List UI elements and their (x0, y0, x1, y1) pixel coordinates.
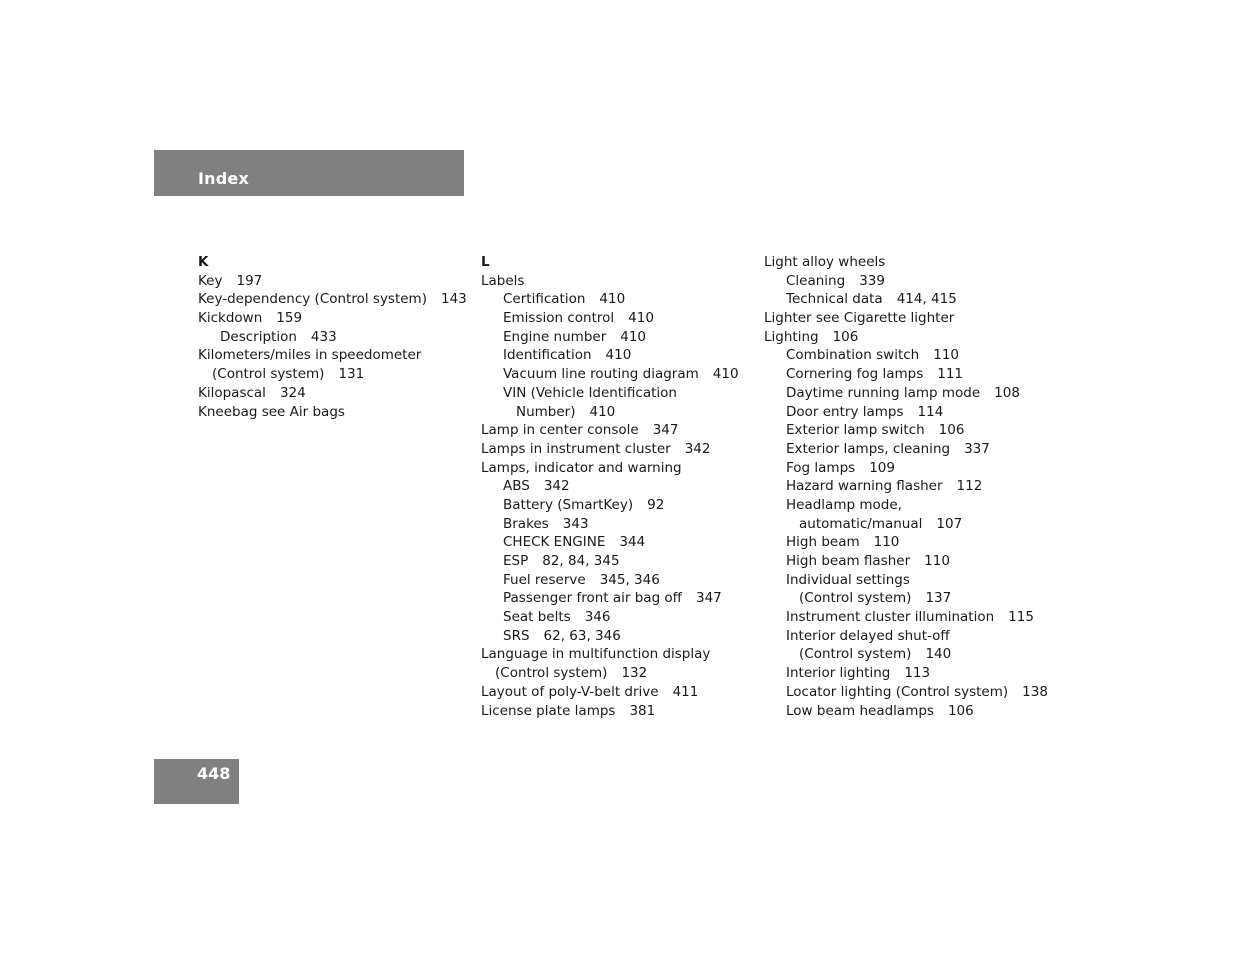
index-entry-term: Exterior lamp switch (786, 422, 925, 439)
index-entry-term: Emission control (503, 310, 615, 327)
index-entry-term: Interior delayed shut-off (786, 627, 950, 644)
index-entry (481, 459, 739, 478)
index-entry-term: SRS (503, 627, 530, 644)
index-entry-page-ref[interactable]: 342 (684, 440, 711, 457)
index-entry-term: Language in multifunction display (481, 646, 711, 663)
index-entry (764, 533, 1048, 552)
index-entry-term: Instrument cluster illumination (786, 609, 995, 626)
index-column-3 (764, 253, 1048, 720)
index-entry-page-ref[interactable]: 106 (832, 328, 859, 345)
index-entry (764, 589, 1048, 608)
index-entry-page-ref[interactable]: 106 (938, 422, 965, 439)
index-entry-term: (Control system) (495, 665, 608, 682)
index-entry (481, 328, 739, 347)
index-entry (481, 571, 739, 590)
index-entry-term: Number) (516, 403, 576, 420)
index-header-bar (154, 150, 464, 196)
index-entry (198, 384, 467, 403)
index-entry (481, 608, 739, 627)
index-column-2 (481, 253, 739, 720)
index-entry (481, 403, 739, 422)
index-entry (764, 384, 1048, 403)
index-entry-term: Lamps in instrument cluster (481, 440, 671, 457)
index-entry-page-ref[interactable]: 159 (276, 310, 303, 327)
index-entry-page-ref[interactable]: 115 (1008, 609, 1034, 626)
index-entry (764, 290, 1048, 309)
index-entry-page-ref[interactable]: 131 (338, 366, 365, 383)
index-entry (198, 272, 467, 291)
index-entry-page-ref[interactable]: 414, 415 (896, 291, 957, 308)
index-entry-term: Passenger front air bag off (503, 590, 682, 607)
index-entry-page-ref[interactable]: 410 (589, 403, 616, 420)
index-entry-page-ref[interactable]: 345, 346 (599, 571, 660, 588)
index-entry (198, 290, 467, 309)
index-entry-page-ref[interactable]: 410 (599, 291, 626, 308)
index-entry-term: High beam flasher (786, 553, 911, 569)
index-entry (481, 496, 739, 515)
index-entry (764, 253, 1048, 272)
index-entry-page-ref[interactable]: 339 (859, 272, 885, 289)
index-entry-term: Exterior lamps, cleaning (786, 440, 951, 457)
index-entry-page-ref[interactable]: 410 (620, 328, 647, 345)
index-entry-term: Vacuum line routing diagram (503, 366, 699, 383)
index-entry-term: High beam (786, 534, 860, 551)
index-entry-page-ref[interactable]: 112 (956, 478, 983, 495)
index-entry (764, 477, 1048, 496)
index-entry-term: Certification (503, 291, 586, 308)
index-entry (764, 664, 1048, 683)
index-entry-term: Individual settings (786, 571, 910, 588)
index-entry-page-ref[interactable]: 92 (647, 496, 665, 513)
index-entry (764, 403, 1048, 422)
index-entry-term: Fog lamps (786, 459, 856, 476)
index-entry-term: Locator lighting (Control system) (786, 683, 1009, 700)
index-entry-page-ref[interactable]: 410 (712, 366, 739, 383)
index-entry (481, 702, 739, 721)
index-entry-term: Kickdown (198, 310, 263, 327)
index-entry-page-ref[interactable]: 337 (964, 440, 990, 457)
index-entry (481, 477, 739, 496)
index-entry-term: Headlamp mode, (786, 496, 902, 513)
index-entry-page-ref[interactable]: 347 (652, 422, 679, 439)
index-entry (764, 608, 1048, 627)
index-entry (764, 309, 1048, 328)
index-entry-page-ref[interactable]: 82, 84, 345 (542, 553, 620, 569)
index-entry-page-ref[interactable]: 110 (933, 347, 960, 364)
index-entry-page-ref[interactable]: 110 (924, 553, 950, 569)
index-entry-term: Brakes (503, 515, 549, 532)
index-entry-page-ref[interactable]: 410 (628, 310, 654, 327)
index-entry-term: Cornering fog lamps (786, 366, 924, 383)
index-entry-page-ref[interactable]: 137 (925, 590, 952, 607)
index-entry (764, 515, 1048, 534)
index-entry-term: Identification (503, 347, 592, 364)
index-entry-term: Lamp in center console (481, 422, 639, 439)
index-entry-term: (Control system) (799, 646, 912, 663)
index-entry-term: Seat belts (503, 609, 571, 626)
index-entry-page-ref[interactable]: 381 (629, 702, 656, 719)
page-number-box (154, 759, 239, 804)
index-entry-page-ref[interactable]: 343 (562, 515, 589, 532)
index-entry-page-ref[interactable]: 143 (440, 291, 467, 308)
index-entry-term: Kneebag see Air bags (198, 403, 345, 420)
index-entry-term: Description (220, 328, 297, 345)
index-entry (764, 272, 1048, 291)
index-entry (764, 346, 1048, 365)
index-entry (764, 683, 1048, 702)
index-entry (481, 533, 739, 552)
index-entry-term: Labels (481, 272, 525, 289)
index-entry-page-ref[interactable]: 324 (279, 384, 306, 401)
index-entry (481, 384, 739, 403)
index-entry-term: Engine number (503, 328, 607, 345)
index-entry (481, 589, 739, 608)
index-entry-page-ref[interactable]: 411 (672, 683, 699, 700)
index-entry-term: Battery (SmartKey) (503, 496, 634, 513)
index-entry-term: Daytime running lamp mode (786, 384, 981, 401)
index-entry (764, 440, 1048, 459)
index-entry (764, 552, 1048, 571)
index-entry-term: Cleaning (786, 272, 846, 289)
index-entry-page-ref[interactable]: 344 (619, 534, 646, 551)
index-entry (481, 421, 739, 440)
index-entry-term: CHECK ENGINE (503, 534, 606, 551)
index-entry (481, 440, 739, 459)
index-entry (481, 552, 739, 571)
index-entry (481, 515, 739, 534)
index-entry-term: ABS (503, 478, 530, 495)
index-entry-term: Lighting (764, 328, 819, 345)
index-entry-term: Low beam headlamps (786, 702, 934, 719)
index-entry (764, 421, 1048, 440)
index-entry-term: Interior lighting (786, 665, 891, 682)
index-entry (481, 290, 739, 309)
index-entry-term: (Control system) (799, 590, 912, 607)
index-entry-page-ref[interactable]: 113 (904, 665, 931, 682)
index-entry-page-ref[interactable]: 62, 63, 346 (543, 627, 621, 644)
index-entry-term: ESP (503, 553, 529, 569)
index-entry-page-ref[interactable]: 110 (873, 534, 900, 551)
index-entry-page-ref[interactable]: 347 (696, 590, 722, 607)
index-entry-page-ref[interactable]: 410 (605, 347, 632, 364)
index-entry (764, 496, 1048, 515)
index-entry-term: Hazard warning flasher (786, 478, 943, 495)
index-entry (198, 403, 467, 422)
index-entry-page-ref[interactable]: 106 (947, 702, 974, 719)
index-section-letter: L (481, 254, 490, 270)
index-entry-term: Kilometers/miles in speedometer (198, 347, 422, 364)
page-number: 448 (197, 764, 231, 783)
index-entry-page-ref[interactable]: 140 (925, 646, 952, 663)
index-entry (198, 365, 467, 384)
index-entry (198, 309, 467, 328)
index-entry (481, 627, 739, 646)
index-entry-page-ref[interactable]: 108 (994, 384, 1020, 401)
index-entry-term: (Control system) (212, 366, 325, 383)
index-entry-term: License plate lamps (481, 702, 616, 719)
index-entry-page-ref[interactable]: 111 (937, 366, 964, 383)
index-entry-page-ref[interactable]: 433 (310, 328, 337, 345)
index-entry-term: automatic/manual (799, 515, 923, 532)
index-entry (764, 627, 1048, 646)
index-entry-term: Key-dependency (Control system) (198, 291, 427, 308)
index-entry-page-ref[interactable]: 138 (1022, 683, 1048, 700)
index-entry (764, 459, 1048, 478)
index-entry (198, 346, 467, 365)
index-entry-page-ref[interactable]: 197 (236, 272, 263, 289)
index-entry (481, 309, 739, 328)
index-entry-term: Lighter see Cigarette lighter (764, 310, 955, 327)
index-entry (764, 365, 1048, 384)
index-entry-page-ref[interactable]: 132 (621, 665, 648, 682)
index-entry-page-ref[interactable]: 107 (936, 515, 963, 532)
index-entry (764, 702, 1048, 721)
index-entry (481, 664, 739, 683)
index-entry-term: Door entry lamps (786, 403, 904, 420)
index-entry (481, 346, 739, 365)
index-entry-term: Layout of poly-V-belt drive (481, 683, 659, 700)
index-entry-term: Lamps, indicator and warning (481, 459, 682, 476)
index-entry-page-ref[interactable]: 342 (543, 478, 570, 495)
index-entry (764, 571, 1048, 590)
index-entry (764, 645, 1048, 664)
index-column-1 (198, 253, 467, 421)
index-entry (481, 645, 739, 664)
index-entry-term: VIN (Vehicle Identification (503, 384, 677, 401)
index-entry (764, 328, 1048, 347)
index-entry-term: Fuel reserve (503, 571, 586, 588)
index-entry-page-ref[interactable]: 109 (869, 459, 895, 476)
index-entry-page-ref[interactable]: 346 (584, 609, 611, 626)
index-entry-term: Kilopascal (198, 384, 266, 401)
index-entry (481, 683, 739, 702)
index-entry-term: Light alloy wheels (764, 254, 886, 270)
index-entry-term: Key (198, 272, 223, 289)
index-entry-term: Combination switch (786, 347, 920, 364)
index-entry (481, 365, 739, 384)
page-title: Index (198, 169, 249, 188)
index-entry-page-ref[interactable]: 114 (917, 403, 944, 420)
index-entry (198, 328, 467, 347)
index-section-letter: K (198, 254, 209, 270)
index-entry (481, 272, 739, 291)
index-entry-term: Technical data (786, 291, 883, 308)
